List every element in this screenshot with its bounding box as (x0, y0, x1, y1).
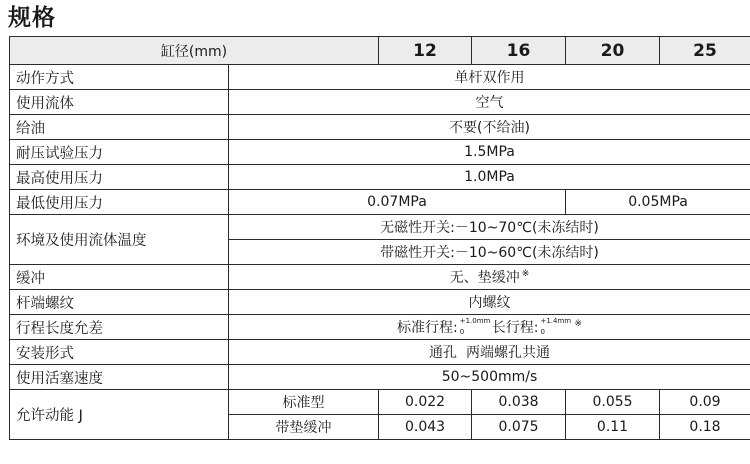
value-action: 单杆双作用 (229, 65, 750, 90)
value-min-pressure-large: 0.05MPa (566, 190, 750, 215)
table-row (10, 65, 750, 90)
row-label-speed: 使用活塞速度 (10, 365, 229, 390)
value-temp-no-magnet: 无磁性开关:－10~70℃(未冻结时) (229, 215, 750, 240)
table-row (10, 165, 750, 190)
standard-stroke-tolerance (458, 317, 491, 337)
table-row (10, 190, 750, 215)
energy-cushion-20: 0.11 (566, 415, 660, 440)
row-label-min-pressure: 最低使用压力 (10, 190, 229, 215)
value-temp-magnet: 带磁性开关:－10~60℃(未冻结时) (229, 240, 750, 265)
standard-lower: 0 (459, 328, 465, 336)
cushion-text: 无、垫缓冲 (449, 270, 520, 286)
energy-cushion-12: 0.043 (379, 415, 472, 440)
table-row (10, 215, 750, 240)
row-label-proof: 耐压试验压力 (10, 140, 229, 165)
energy-cushion-25: 0.18 (660, 415, 750, 440)
row-label-lube: 给油 (10, 115, 229, 140)
row-label-energy: 允许动能 J (10, 390, 229, 440)
row-label-fluid: 使用流体 (10, 90, 229, 115)
standard-upper: +1.0mm (459, 317, 491, 325)
value-speed: 50~500mm/s (229, 365, 750, 390)
value-proof: 1.5MPa (229, 140, 750, 165)
energy-cushion-16: 0.075 (472, 415, 566, 440)
energy-standard-16: 0.038 (472, 390, 566, 415)
table-row (10, 115, 750, 140)
long-upper: +1.4mm (540, 317, 572, 325)
table-row (10, 390, 750, 415)
size-12-header: 12 (379, 37, 472, 65)
value-stroke-tolerance (229, 315, 750, 340)
table-row (10, 90, 750, 115)
table-row (10, 140, 750, 165)
energy-standard-20: 0.055 (566, 390, 660, 415)
table-row (10, 265, 750, 290)
size-25-header: 25 (660, 37, 750, 65)
row-label-mounting: 安装形式 (10, 340, 229, 365)
table-row (10, 340, 750, 365)
stroke-note-mark: ※ (574, 319, 582, 330)
header-row (10, 37, 750, 65)
size-16-header: 16 (472, 37, 566, 65)
row-label-temperature: 环境及使用流体温度 (10, 215, 229, 265)
page-title: 规格 (8, 5, 56, 31)
long-stroke-tolerance (538, 317, 572, 337)
value-thread: 内螺纹 (229, 290, 750, 315)
spec-table (9, 36, 750, 440)
cushion-note-mark: ※ (521, 269, 530, 280)
size-20-header: 20 (566, 37, 660, 65)
value-fluid: 空气 (229, 90, 750, 115)
value-mounting: 通孔 两端螺孔共通 (229, 340, 750, 365)
energy-standard-12: 0.022 (379, 390, 472, 415)
energy-standard-25: 0.09 (660, 390, 750, 415)
row-label-thread: 杆端螺纹 (10, 290, 229, 315)
value-lube: 不要(不给油) (229, 115, 750, 140)
bore-header: 缸径(mm) (10, 37, 379, 65)
table-row (10, 365, 750, 390)
value-max-pressure: 1.0MPa (229, 165, 750, 190)
row-label-stroke-tolerance: 行程长度允差 (10, 315, 229, 340)
value-cushion (229, 265, 750, 290)
value-min-pressure-small: 0.07MPa (229, 190, 566, 215)
energy-cushion-label: 带垫缓冲 (229, 415, 379, 440)
row-label-max-pressure: 最高使用压力 (10, 165, 229, 190)
standard-stroke-label: 标准行程: (397, 320, 458, 336)
long-stroke-label: 长行程: (491, 320, 539, 336)
long-lower: 0 (540, 328, 545, 336)
table-row (10, 290, 750, 315)
table-row (10, 315, 750, 340)
row-label-action: 动作方式 (10, 65, 229, 90)
row-label-cushion: 缓冲 (10, 265, 229, 290)
energy-standard-label: 标准型 (229, 390, 379, 415)
